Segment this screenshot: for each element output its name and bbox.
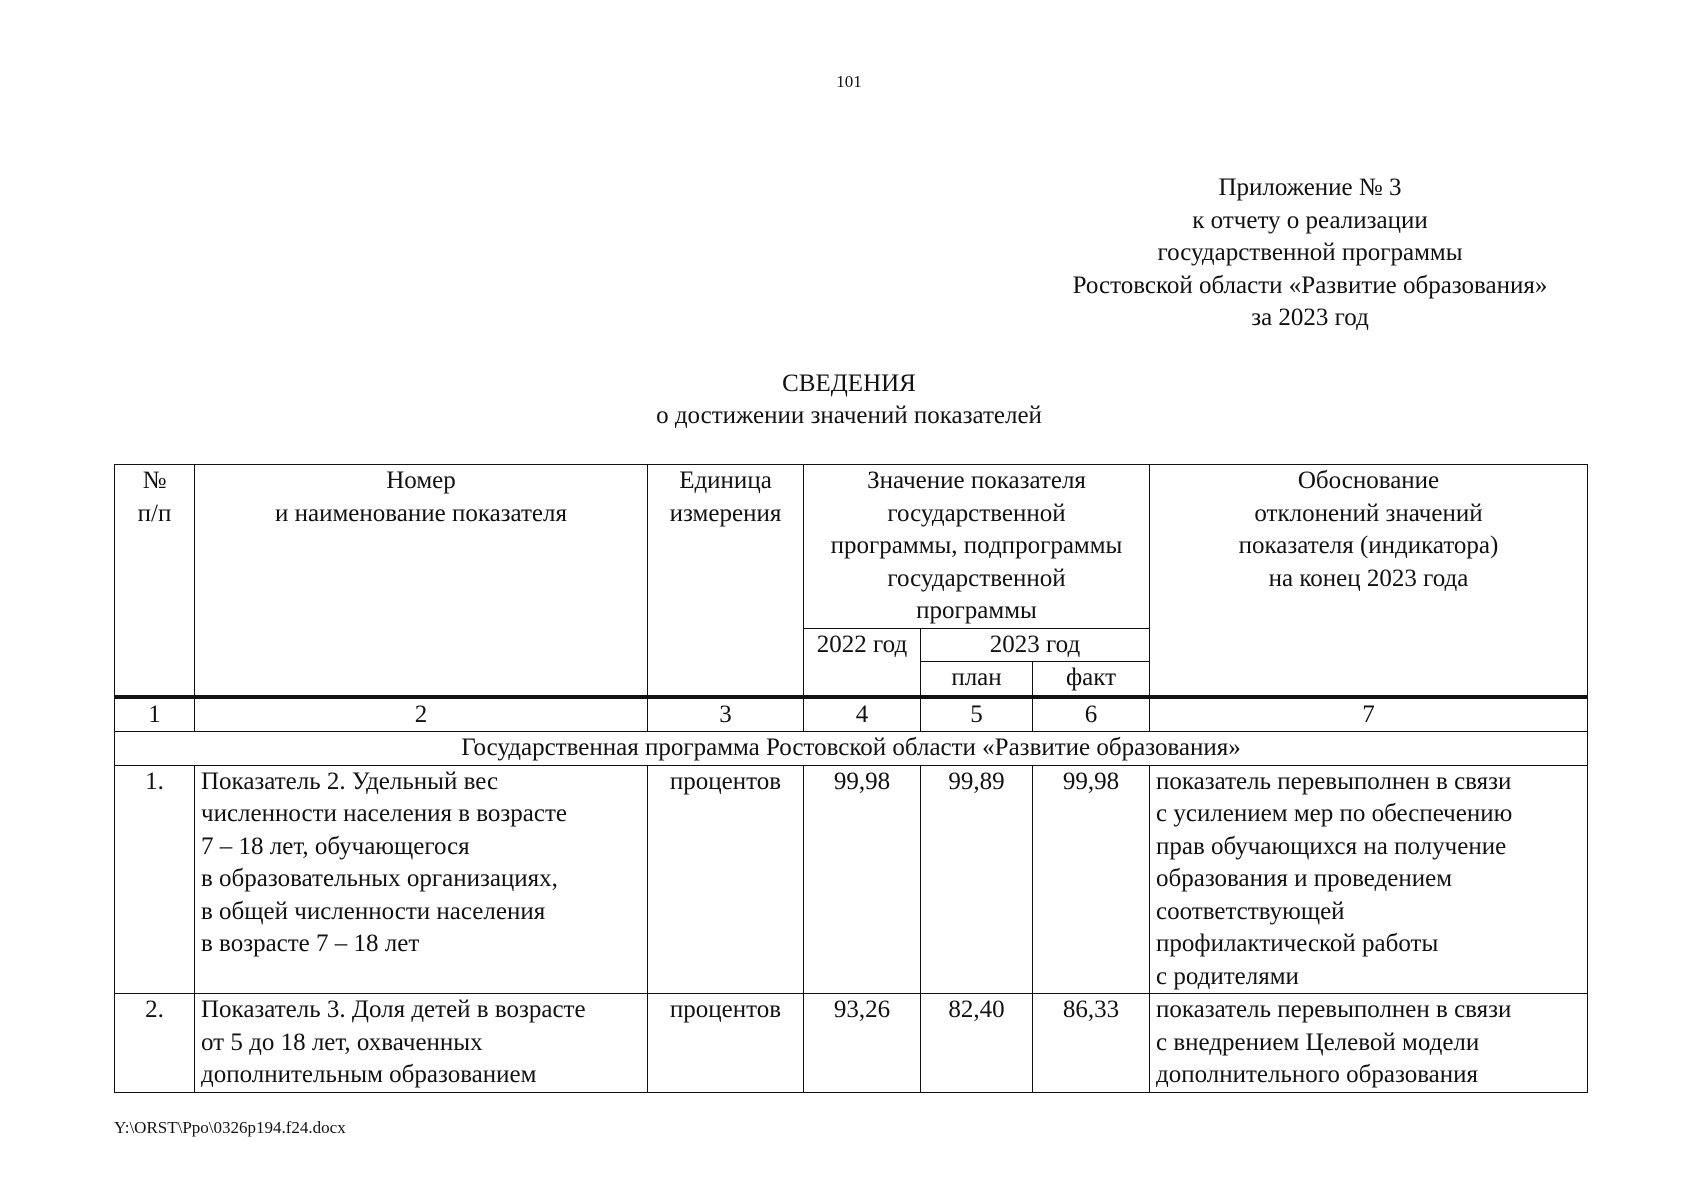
appendix-line: Приложение № 3	[1218, 174, 1402, 201]
header-plan: план	[921, 662, 1033, 697]
value-fact: 86,33	[1033, 994, 1150, 1093]
deviation-reason: показатель перевыполнен в связи с внедрением Целевой модели дополнительного образования	[1150, 994, 1588, 1093]
row-number: 1.	[115, 765, 195, 994]
appendix-line: Ростовской области «Развитие образования»	[1072, 271, 1548, 299]
document-title	[0, 368, 1698, 432]
row-number: 2.	[115, 994, 195, 1093]
header-year-2023: 2023 год	[921, 628, 1150, 662]
header-year-2022: 2022 год	[804, 628, 921, 697]
value-2022: 99,98	[804, 765, 921, 994]
indicator-name: Показатель 3. Доля детей в возрасте от 5 до 18 лет, охваченных дополнительным образованием	[195, 994, 648, 1093]
section-title: Государственная программа Ростовской области «Развитие образования»	[115, 732, 1588, 766]
file-path-footer: Y:\ORST\Ppo\0326p194.f24.docx	[114, 1118, 346, 1137]
appendix-line: за 2023 год	[1251, 304, 1369, 331]
value-2022: 93,26	[804, 994, 921, 1093]
header-reason: Обоснование отклонений значений показателя (индикатора) на конец 2023 года	[1150, 465, 1588, 697]
title-subtitle: о достижении значений показателей	[656, 402, 1042, 429]
header-number: № п/п	[115, 465, 195, 697]
value-fact: 99,98	[1033, 765, 1150, 994]
header-value-group: Значение показателя государственной программы, подпрограммы государственной программы	[804, 465, 1150, 629]
column-numbers-row	[115, 697, 1588, 732]
appendix-line: государственной программы	[1157, 239, 1463, 266]
appendix-line: к отчету о реализации	[1192, 206, 1428, 234]
header-indicator-name: Номер и наименование показателя	[195, 465, 648, 697]
value-plan: 82,40	[921, 994, 1033, 1093]
indicator-name: Показатель 2. Удельный вес численности населения в возрасте 7 – 18 лет, обучающегося в образовательных организациях, в общей численности населения в возрасте 7 – 18 лет	[195, 765, 648, 994]
header-row	[115, 465, 1588, 629]
title-main: СВЕДЕНИЯ	[782, 370, 916, 397]
column-number: 1	[115, 697, 195, 732]
column-number: 5	[921, 697, 1033, 732]
column-number: 2	[195, 697, 648, 732]
deviation-reason: показатель перевыполнен в связи с усилением мер по обеспечению прав обучающихся на получение образования и проведением соответствующей профилактической работы с родителями	[1150, 765, 1588, 994]
unit-cell: процентов	[648, 994, 804, 1093]
column-number: 3	[648, 697, 804, 732]
column-number: 7	[1150, 697, 1588, 732]
value-plan: 99,89	[921, 765, 1033, 994]
column-number: 6	[1033, 697, 1150, 732]
section-row	[115, 732, 1588, 766]
indicators-table	[114, 464, 1588, 1093]
column-number: 4	[804, 697, 921, 732]
table-row	[115, 994, 1588, 1093]
header-fact: факт	[1033, 662, 1150, 697]
header-unit: Единица измерения	[648, 465, 804, 697]
appendix-block	[1040, 172, 1580, 335]
unit-cell: процентов	[648, 765, 804, 994]
table-row	[115, 765, 1588, 994]
page-number: 101	[836, 72, 862, 91]
